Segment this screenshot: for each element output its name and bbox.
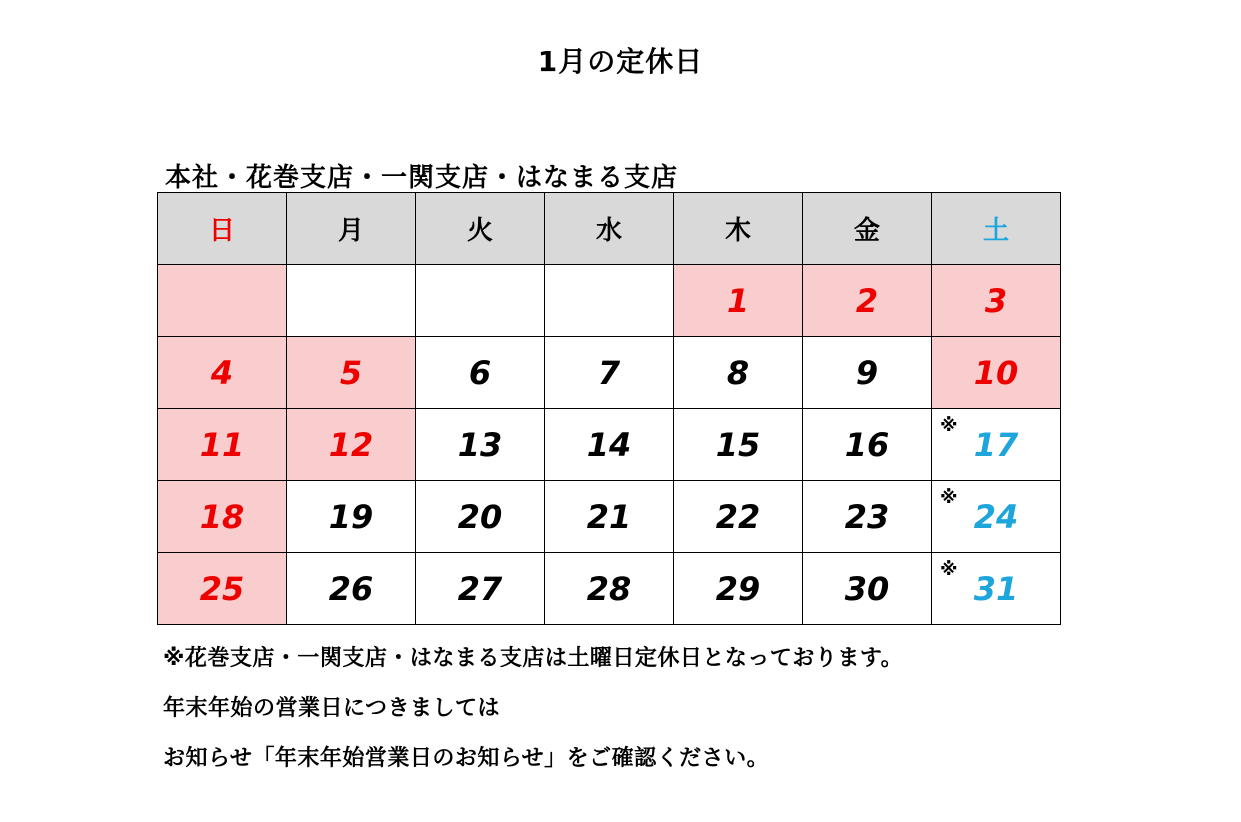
calendar-day-cell [674, 481, 803, 553]
day-number: 4 [210, 353, 234, 392]
weekday-header: 木 [674, 193, 803, 265]
calendar-week-row [158, 553, 1061, 625]
day-number: 16 [844, 425, 890, 464]
page-title: 1月の定休日 [537, 45, 704, 78]
saturday-closed-mark: ※ [940, 415, 958, 436]
calendar-day-cell [803, 337, 932, 409]
notes [163, 634, 903, 784]
calendar-week-row [158, 337, 1061, 409]
day-number: 3 [984, 281, 1008, 320]
day-number: 22 [715, 497, 761, 536]
day-number: 12 [328, 425, 374, 464]
day-number: 30 [844, 569, 890, 608]
calendar-day-cell [416, 337, 545, 409]
calendar-day-cell [932, 553, 1061, 625]
calendar-day-cell [803, 265, 932, 337]
calendar-day-cell [545, 337, 674, 409]
calendar-day-cell [287, 337, 416, 409]
note-line: 年末年始の営業日につきましては [163, 696, 501, 721]
day-number: 14 [586, 425, 632, 464]
day-number: 31 [973, 569, 1019, 608]
day-number: 18 [199, 497, 245, 536]
calendar-day-cell [932, 481, 1061, 553]
saturday-closed-mark: ※ [940, 559, 958, 580]
day-number: 24 [973, 497, 1019, 536]
day-number: 6 [468, 353, 492, 392]
calendar-day-cell [287, 553, 416, 625]
weekday-header: 水 [545, 193, 674, 265]
day-number: 9 [855, 353, 879, 392]
calendar-empty-cell [287, 265, 416, 337]
day-number: 11 [199, 425, 245, 464]
calendar-day-cell [287, 409, 416, 481]
weekday-header-row [158, 193, 1061, 265]
weekday-header: 月 [287, 193, 416, 265]
branch-list-heading: 本社・花巻支店・一関支店・はなまる支店 [165, 163, 679, 193]
calendar-day-cell [416, 481, 545, 553]
calendar-day-cell [158, 337, 287, 409]
calendar-week-row [158, 481, 1061, 553]
calendar-day-cell [803, 409, 932, 481]
day-number: 10 [973, 353, 1019, 392]
calendar-day-cell [545, 409, 674, 481]
calendar-day-cell [545, 481, 674, 553]
calendar-day-cell [803, 481, 932, 553]
day-number: 2 [855, 281, 879, 320]
day-number: 26 [328, 569, 374, 608]
calendar-day-cell [287, 481, 416, 553]
note-line: お知らせ「年末年始営業日のお知らせ」をご確認ください。 [163, 746, 770, 771]
weekday-header: 金 [803, 193, 932, 265]
calendar-day-cell [158, 553, 287, 625]
weekday-header: 土 [932, 193, 1061, 265]
day-number: 27 [457, 569, 503, 608]
calendar-body [158, 265, 1061, 625]
day-number: 25 [199, 569, 245, 608]
calendar-empty-cell [545, 265, 674, 337]
calendar-empty-cell [416, 265, 545, 337]
calendar-week-row [158, 265, 1061, 337]
calendar-day-cell [158, 481, 287, 553]
saturday-closed-mark: ※ [940, 487, 958, 508]
weekday-header: 日 [158, 193, 287, 265]
calendar-day-cell [416, 409, 545, 481]
day-number: 8 [726, 353, 750, 392]
calendar-day-cell [674, 265, 803, 337]
calendar-day-cell [158, 409, 287, 481]
day-number: 29 [715, 569, 761, 608]
note-line: ※花巻支店・一関支店・はなまる支店は土曜日定休日となっております。 [163, 646, 904, 671]
calendar-day-cell [932, 337, 1061, 409]
day-number: 21 [586, 497, 632, 536]
holiday-calendar [157, 192, 1061, 625]
calendar-day-cell [674, 553, 803, 625]
calendar-week-row [158, 409, 1061, 481]
calendar-day-cell [932, 265, 1061, 337]
day-number: 13 [457, 425, 503, 464]
day-number: 28 [586, 569, 632, 608]
calendar-day-cell [932, 409, 1061, 481]
calendar-day-cell [803, 553, 932, 625]
day-number: 15 [715, 425, 761, 464]
day-number: 23 [844, 497, 890, 536]
day-number: 20 [457, 497, 503, 536]
day-number: 7 [597, 353, 621, 392]
calendar-day-cell [545, 553, 674, 625]
calendar-day-cell [416, 553, 545, 625]
calendar-day-cell [674, 409, 803, 481]
calendar-day-cell [674, 337, 803, 409]
day-number: 17 [973, 425, 1019, 464]
day-number: 19 [328, 497, 374, 536]
day-number: 1 [726, 281, 750, 320]
weekday-header: 火 [416, 193, 545, 265]
calendar-empty-cell [158, 265, 287, 337]
day-number: 5 [339, 353, 363, 392]
